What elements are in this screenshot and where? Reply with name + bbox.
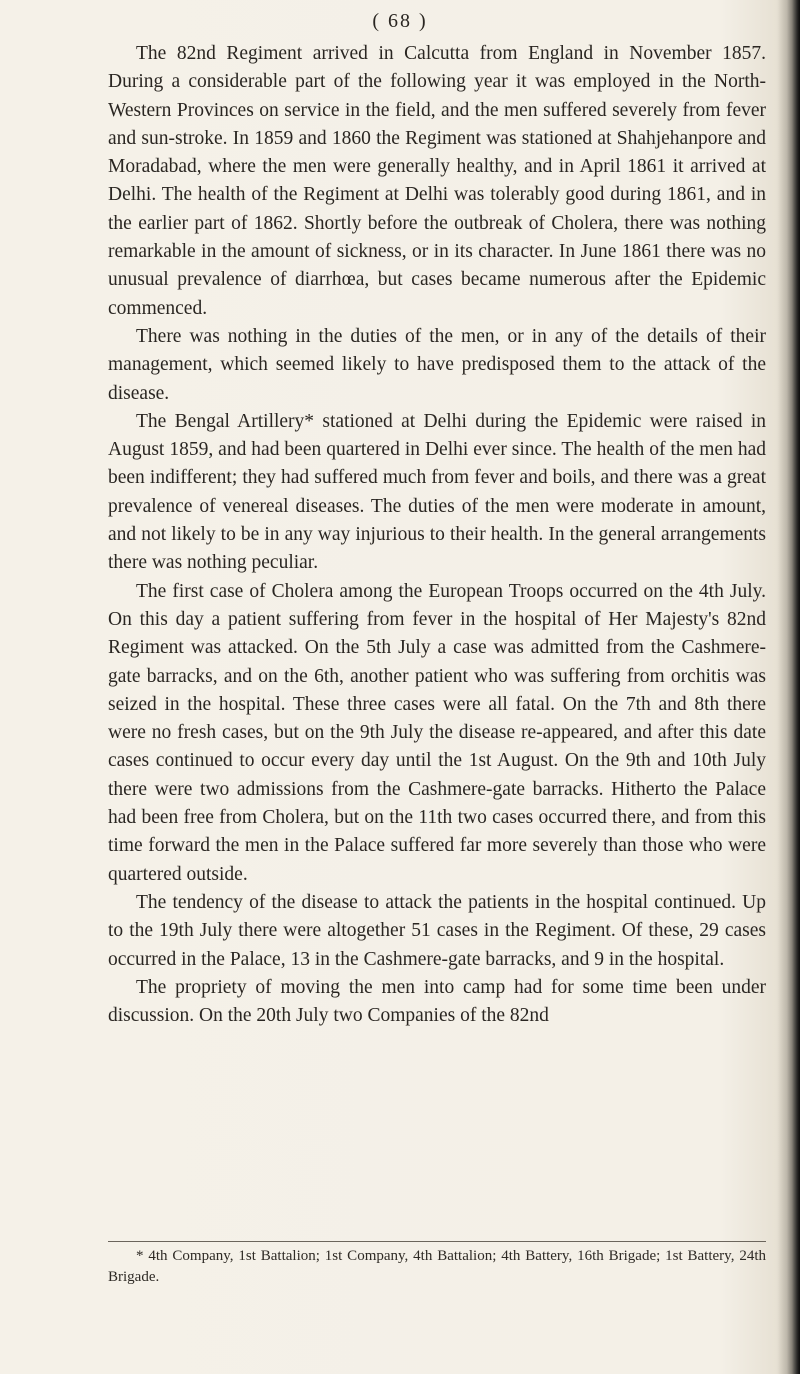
footnote-divider: [108, 1241, 766, 1242]
paragraph-6: The propriety of moving the men into camp had for some time been under discussion. On the 20th July two Companies of the 82nd: [108, 976, 766, 1027]
page-edge-shadow: [778, 0, 800, 1374]
paragraph-4: The first case of Cholera among the European Troops occurred on the 4th July. On this day a patient suffering from fever in the hospital of Her Majesty's 82nd Regiment was attacked. On the 5th July a case was admitted from the Cashmere-gate barracks, and on the 6th, another patient who was suffering from orchitis was seized in the hospital. These three cases were all fatal. On the 7th and 8th there were no fresh cases, but on the 9th July the disease re-appeared, and after this date cases continued to occur every day until the 1st August. On the 9th and 10th July there were two admissions from the Cashmere-gate barracks. Hitherto the Palace had been free from Cholera, but on the 11th two cases occurred there, and from this time forward the men in the Palace suffered far more severely than those who were quartered outside.: [108, 580, 766, 885]
paragraph-2: There was nothing in the duties of the men, or in any of the details of their management, which seemed likely to have predisposed them to the attack of the disease.: [108, 325, 766, 404]
paragraph-5: The tendency of the disease to attack the patients in the hospital continued. Up to the 19th July there were altogether 51 cases in the Regiment. Of these, 29 cases occurred in the Palace, 13 in the Cashmere-gate barracks, and 9 in the hospital.: [108, 891, 766, 970]
paragraph-3: The Bengal Artillery* stationed at Delhi during the Epidemic were raised in August 1859, and had been quartered in Delhi ever since. The health of the men had been indifferent; they had suffered much from fever and boils, and there was a great prevalence of venereal diseases. The duties of the men were moderate in amount, and not likely to be in any way injurious to their health. In the general arrangements there was nothing peculiar.: [108, 410, 766, 574]
page-number: ( 68 ): [372, 10, 428, 32]
footnote: * 4th Company, 1st Battalion; 1st Company, 4th Battalion; 4th Battery, 16th Brigade; 1st Battery, 24th Brigade.: [108, 1248, 766, 1285]
body-text: [108, 40, 766, 1030]
paragraph-1: The 82nd Regiment arrived in Calcutta from England in November 1857. During a considerable part of the following year it was employed in the North-Western Provinces on service in the field, and the men suffered severely from fever and sun-stroke. In 1859 and 1860 the Regiment was stationed at Shahjehanpore and Moradabad, where the men were generally healthy, and in April 1861 it arrived at Delhi. The health of the Regiment at Delhi was tolerably good during 1861, and in the earlier part of 1862. Shortly before the outbreak of Cholera, there was nothing remarkable in the amount of sickness, or in its character. In June 1861 there was no unusual prevalence of diarrhœa, but cases became numerous after the Epidemic commenced.: [108, 43, 766, 319]
